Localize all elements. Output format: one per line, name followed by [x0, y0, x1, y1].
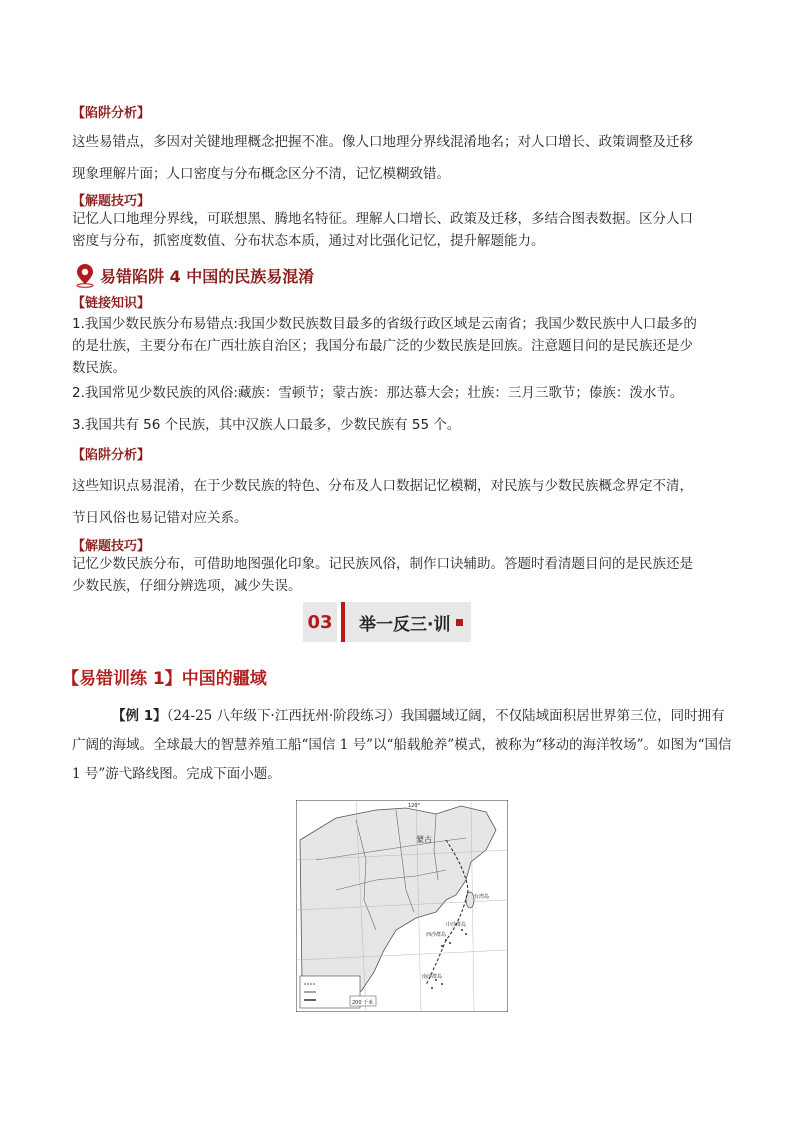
section-title [345, 602, 471, 642]
map-label-zhongsha: 中沙群岛 [446, 922, 467, 928]
text-line: 数民族。 [72, 360, 126, 376]
map-label-nansha: 南沙群岛 [422, 974, 443, 980]
square-marker-icon [456, 619, 463, 626]
trap-analysis-tag: 【陷阱分析】 [72, 106, 151, 121]
text-line: 少数民族，仔细分辨选项，减少失误。 [72, 578, 302, 594]
trap-analysis-paragraph [72, 126, 732, 190]
solving-tips-tag: 【解题技巧】 [72, 194, 151, 209]
example-paragraph [72, 702, 732, 789]
link-knowledge-tag: 【链接知识】 [72, 296, 151, 311]
text-line: 1.我国少数民族分布易错点:我国少数民族数目最多的省级行政区域是云南省；我国少数民族中人口最多的 [72, 316, 697, 332]
trap-4-heading [72, 262, 314, 288]
solving-tips-paragraph-2 [72, 553, 732, 597]
text-line: 记忆人口地理分界线，可联想黑、腾地名特征。理解人口增长、政策及迁移，多结合图表数据。区分人口 [72, 211, 693, 227]
text-line: 的是壮族，主要分布在广西壮族自治区；我国分布最广泛的少数民族是回族。注意题目问的是民族还是少 [72, 338, 693, 354]
map-label-xisha: 西沙群岛 [426, 932, 447, 938]
link-knowledge-paragraph [72, 313, 732, 379]
map-label-mongolia: 蒙古 [416, 835, 432, 844]
map-label-taiwan: 台湾岛 [474, 894, 490, 900]
section-banner [303, 602, 471, 642]
solving-tips-paragraph [72, 208, 732, 252]
map-lon-label: 120° [408, 803, 421, 809]
text-line: 节日风俗也易记错对应关系。 [72, 510, 248, 526]
trap-4-title: 易错陷阱 4 中国的民族易混淆 [100, 266, 315, 286]
trap-analysis-tag-2: 【陷阱分析】 [72, 448, 151, 463]
ethnic-count-paragraph: 3.我国共有 56 个民族，其中汉族人口最多，少数民族有 55 个。 [72, 417, 461, 433]
route-map [296, 800, 508, 1012]
example-text: （24-25 八年级下·江西抚州·阶段练习）我国疆域辽阔，不仅陆域面积居世界第三位，同时拥有广阔的海域。全球最大的智慧养殖工船“国信 1 号”以“船载舱养”模式，被称为“移动的海洋牧场”。如图为“国信 1 号”游弋路线图。完成下面小题。 [72, 708, 732, 782]
text-line: 这些知识点易混淆，在于少数民族的特色、分布及人口数据记忆模糊，对民族与少数民族概念界定不清， [72, 478, 693, 494]
training-title: 【易错训练 1】中国的疆域 [62, 669, 267, 689]
text-line: 这些易错点，多因对关键地理概念把握不准。像人口地理分界线混淆地名；对人口增长、政策调整及迁移 [72, 134, 693, 150]
trap-analysis-paragraph-2 [72, 470, 732, 534]
text-line: 记忆少数民族分布，可借助地图强化印象。记民族风俗，制作口诀辅助。答题时看清题目问的是民族还是 [72, 556, 693, 572]
example-label: 【例 1】 [112, 708, 167, 724]
text-line: 现象理解片面；人口密度与分布概念区分不清，记忆模糊致错。 [72, 166, 450, 182]
text-line: 密度与分布，抓密度数值、分布状态本质，通过对比强化记忆，提升解题能力。 [72, 233, 545, 249]
customs-paragraph: 2.我国常见少数民族的风俗:藏族：雪顿节；蒙古族：那达慕大会；壮族：三月三歌节；傣族：泼水节。 [72, 385, 684, 401]
section-number: 03 [303, 602, 337, 642]
location-pin-icon [72, 262, 98, 288]
map-scale: 200 千米 [352, 1000, 374, 1006]
section-title-text: 举一反三·训 [359, 614, 451, 635]
solving-tips-tag-2: 【解题技巧】 [72, 539, 151, 554]
